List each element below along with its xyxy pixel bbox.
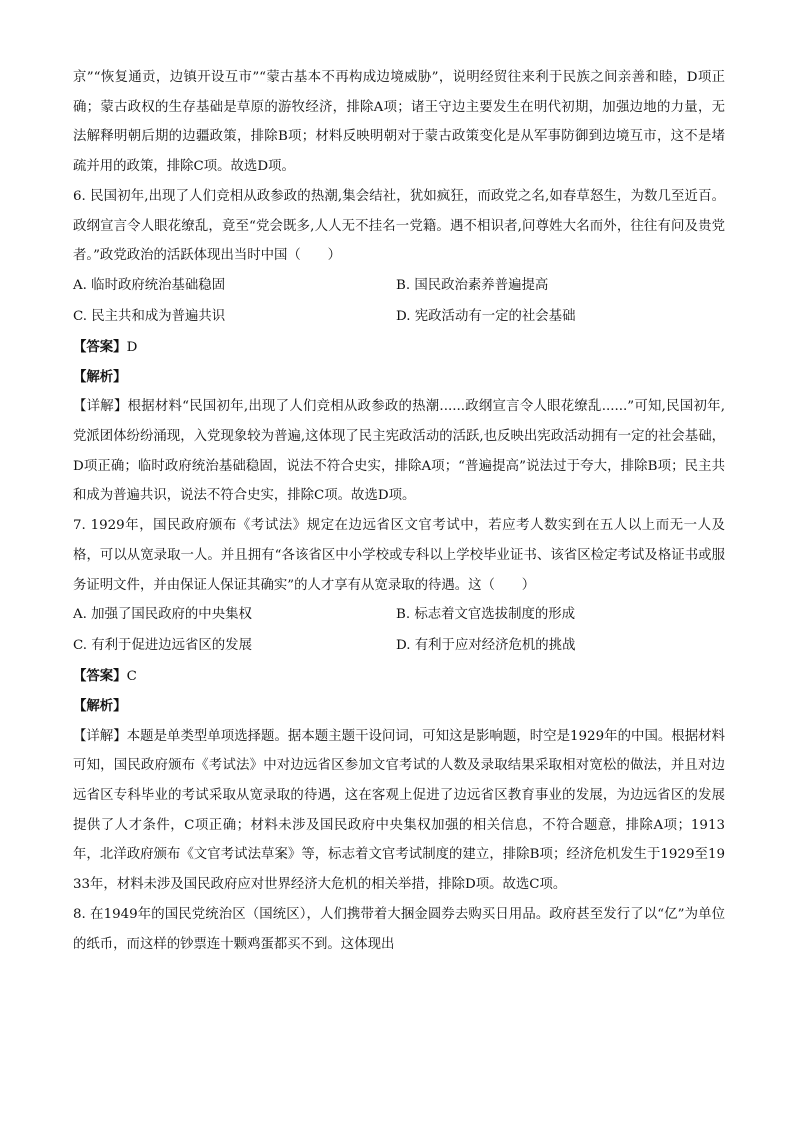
prev-explanation-tail: 京”“恢复通贡，边镇开设互市”“蒙古基本不再构成边境威胁”，说明经贸往来利于民族之间亲善和睦，D项正确；蒙古政权的生存基础是草原的游牧经济，排除A项；诸王守边主要发生在明代初期，加强边地的力量，无法解释明朝后期的边疆政策，排除B项；材料反映明朝对于蒙古政策变化是从军事防御到边境互市，这不是堵疏并用的政策，排除C项。故选D项。 <box>73 70 725 175</box>
option-right: B. 国民政治素养普遍提高 <box>396 277 549 293</box>
option-right: D. 有利于应对经济危机的挑战 <box>396 638 576 654</box>
question-7-stem: 7. 1929年，国民政府颁布《考试法》规定在边远省区文官考试中，若应考人数实到在五人以上而无一人及格，可以从宽录取一人。并且拥有“各该省区中小学校或专科以上学校毕业证书、该省区检定考试及格证书或服务证明文件，并由保证人保证其确实”的人才享有从宽录取的待遇。这（ ） <box>73 518 725 593</box>
section-value: C <box>126 669 137 685</box>
section-label: 【解析】 <box>73 697 127 714</box>
option-left: A. 加强了国民政府的中央集权 <box>73 607 252 623</box>
question-6-options-cd <box>73 302 725 333</box>
question-6-options-ab <box>73 271 725 302</box>
option-right: D. 宪政活动有一定的社会基础 <box>396 308 576 324</box>
question-6-answer <box>73 333 725 363</box>
question-8-stem: 8. 在1949年的国民党统治区（国统区），人们携带着大捆金圆券去购买日用品。政府甚至发行了以“亿”为单位的纸币，而这样的钞票连十颗鸡蛋都买不到。这体现出 <box>73 906 725 952</box>
question-7-answer <box>73 662 725 692</box>
option-left: A. 临时政府统治基础稳固 <box>73 277 226 293</box>
section-label: 【答案】 <box>73 338 127 355</box>
question-7-analysis-label <box>73 692 725 722</box>
document-content <box>73 63 725 959</box>
question-6-stem: 6. 民国初年,出现了人们竞相从政参政的热潮,集会结社，犹如疯狂，而政党之名,如春草怒生，为数几至近百。政纲宣言令人眼花缭乱，竟至“党会既多,人人无不挂名一党籍。遇不相识者,问尊姓大名而外，往往有问及贵党者。”政党政治的活跃体现出当时中国（ ） <box>73 188 725 264</box>
option-left: C. 有利于促进边远省区的发展 <box>73 638 252 654</box>
question-7-detail: 【详解】本题是单类型单项选择题。据本题主题干设问词，可知这是影响题，时空是1929年的中国。根据材料可知，国民政府颁布《考试法》中对边远省区参加文官考试的人数及录取结果采取相对宽松的做法，并且对边远省区专科毕业的考试采取从宽录取的待遇，这在客观上促进了边远省区教育事业的发展，为边远省区的发展提供了人才条件，C项正确；材料未涉及国民政府中央集权加强的相关信息，不符合题意，排除A项；1913年，北洋政府颁布《文官考试法草案》等，标志着文官考试制度的建立，排除B项；经济危机发生于1929至1933年，材料未涉及国民政府应对世界经济大危机的相关举措，排除D项。故选C项。 <box>73 728 725 893</box>
question-7-options-ab <box>73 600 725 631</box>
question-6-detail: 【详解】根据材料“民国初年,出现了人们竞相从政参政的热潮......政纲宣言令人眼花缭乱......”可知,民国初年,党派团体纷纷涌现，入党现象较为普遍,这体现了民主宪政活动的活跃,也反映出宪政活动拥有一定的社会基础，D项正确；临时政府统治基础稳固，说法不符合史实，排除A项；“普遍提高”说法过于夸大，排除B项；民主共和成为普遍共识，说法不符合史实，排除C项。故选D项。 <box>73 399 725 504</box>
question-7-options-cd <box>73 631 725 662</box>
option-left: C. 民主共和成为普遍共识 <box>73 308 226 324</box>
section-value: D <box>126 339 138 355</box>
option-right: B. 标志着文官选拔制度的形成 <box>396 607 576 623</box>
section-label: 【答案】 <box>73 668 127 685</box>
question-6-analysis-label <box>73 363 725 393</box>
section-label: 【解析】 <box>73 368 127 385</box>
